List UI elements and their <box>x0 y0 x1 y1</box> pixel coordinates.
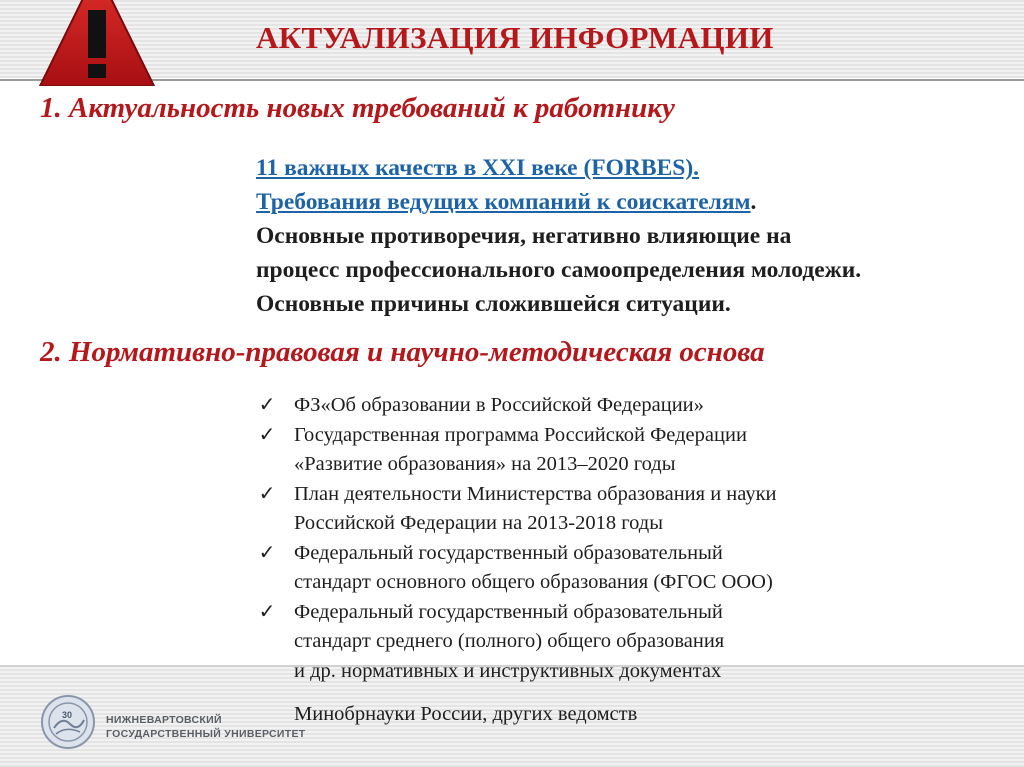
section-1-content <box>256 151 1016 321</box>
requirements-link[interactable]: Требования ведущих компаний к соискателям <box>256 189 751 215</box>
contradictions-text-line1: Основные противоречия, негативно влияющие на <box>256 223 792 249</box>
section-1-heading: 1. Актуальность новых требований к работнику <box>40 92 675 124</box>
list-item-line: стандарт среднего (полного) общего образования <box>294 630 725 652</box>
contradictions-text-line2: процесс профессионального самоопределения молодежи. <box>256 257 862 283</box>
link-period: . <box>750 189 757 215</box>
list-item-line: и др. нормативных и инструктивных документах <box>294 659 722 682</box>
normative-documents-list <box>256 391 956 686</box>
list-item-line: Федеральный государственный образовательный <box>294 600 723 623</box>
checkmark-icon: ✓ <box>258 423 276 446</box>
logo-line-1: НИЖНЕВАРТОВСКИЙ <box>106 714 222 726</box>
ministry-text: Минобрнауки России, других ведомств <box>294 703 638 725</box>
list-item-line: Российской Федерации на 2013-2018 годы <box>294 512 663 534</box>
page-title: АКТУАЛИЗАЦИЯ ИНФОРМАЦИИ <box>256 20 774 55</box>
section-2-heading: 2. Нормативно-правовая и научно-методическая основа <box>40 336 765 368</box>
causes-text: Основные причины сложившейся ситуации. <box>256 291 731 317</box>
checkmark-icon: ✓ <box>258 600 276 623</box>
list-item <box>256 598 956 687</box>
checkmark-icon: ✓ <box>258 541 276 564</box>
list-item <box>256 539 956 598</box>
warning-triangle-icon <box>38 0 156 86</box>
forbes-link[interactable]: 11 важных качеств в XXI веке (FORBES). <box>256 155 700 181</box>
logo-line-2: ГОСУДАРСТВЕННЫЙ УНИВЕРСИТЕТ <box>106 728 306 740</box>
university-logo-text <box>106 713 306 741</box>
checkmark-icon: ✓ <box>258 394 276 416</box>
list-item-line: стандарт основного общего образования (ФГОС ООО) <box>294 571 773 593</box>
checkmark-icon: ✓ <box>258 482 276 505</box>
list-item-line: ФЗ«Об образовании в Российской Федерации» <box>294 394 704 416</box>
list-item <box>256 391 956 421</box>
list-item-line: План деятельности Министерства образования и науки <box>294 482 777 505</box>
list-item <box>256 421 956 480</box>
logo-badge-number: 30 <box>62 710 73 720</box>
list-item-line: Государственная программа Российской Федерации <box>294 423 747 446</box>
university-logo-emblem <box>40 694 96 750</box>
list-item-line: «Развитие образования» на 2013–2020 годы <box>294 453 676 475</box>
list-item-line: Федеральный государственный образовательный <box>294 541 723 564</box>
list-item <box>256 480 956 539</box>
